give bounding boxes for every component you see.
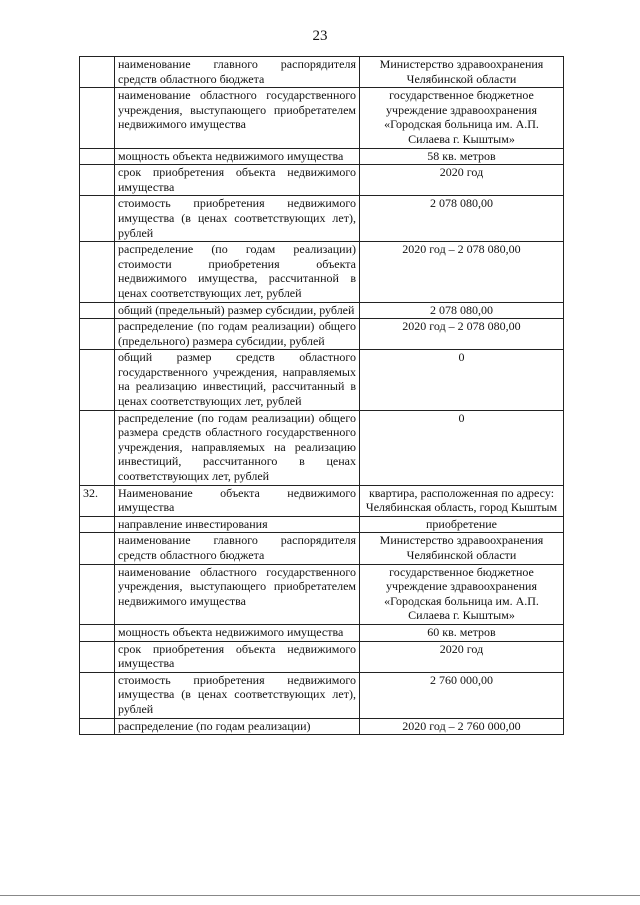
row-number-cell	[80, 516, 115, 533]
value-cell: 0	[360, 410, 564, 485]
value-cell: 2020 год – 2 078 080,00	[360, 242, 564, 302]
value-cell: 58 кв. метров	[360, 148, 564, 165]
value-cell: 2 078 080,00	[360, 196, 564, 242]
row-number-cell	[80, 319, 115, 350]
row-number-cell	[80, 165, 115, 196]
parameter-cell: срок приобретения объекта недвижимого имущества	[115, 165, 360, 196]
table-row	[80, 672, 564, 718]
table-row	[80, 533, 564, 564]
parameter-cell: направление инвестирования	[115, 516, 360, 533]
value-cell: приобретение	[360, 516, 564, 533]
row-number-cell	[80, 564, 115, 624]
row-number-cell	[80, 57, 115, 88]
value-cell: государственное бюджетное учреждение здравоохранения «Городская больница им. А.П. Силаева г. Кыштым»	[360, 564, 564, 624]
value-cell: Министерство здравоохранения Челябинской области	[360, 533, 564, 564]
row-number-cell	[80, 641, 115, 672]
parameter-cell: распределение (по годам реализации) общего размера средств областного государственного учреждения, направляемых на реализацию инвестиций, рассчитанного в ценах соответствующих лет, рублей	[115, 410, 360, 485]
row-number-cell	[80, 718, 115, 735]
parameter-cell: распределение (по годам реализации) общего (предельного) размера субсидии, рублей	[115, 319, 360, 350]
table-row	[80, 485, 564, 516]
value-cell: 2 078 080,00	[360, 302, 564, 319]
table-row	[80, 624, 564, 641]
parameter-cell: мощность объекта недвижимого имущества	[115, 148, 360, 165]
value-cell: 2020 год	[360, 165, 564, 196]
parameter-cell: наименование областного государственного учреждения, выступающего приобретателем недвижимого имущества	[115, 88, 360, 148]
row-number-cell	[80, 533, 115, 564]
table-row	[80, 516, 564, 533]
row-number-cell	[80, 88, 115, 148]
value-cell: Министерство здравоохранения Челябинской области	[360, 57, 564, 88]
table-body	[80, 57, 564, 735]
value-cell: квартира, расположенная по адресу: Челябинская область, город Кыштым	[360, 485, 564, 516]
value-cell: 2020 год	[360, 641, 564, 672]
value-cell: 2 760 000,00	[360, 672, 564, 718]
value-cell: государственное бюджетное учреждение здравоохранения «Городская больница им. А.П. Силаева г. Кыштым»	[360, 88, 564, 148]
parameter-cell: общий размер средств областного государственного учреждения, направляемых на реализацию инвестиций, рассчитанный в ценах соответствующих лет, рублей	[115, 350, 360, 410]
table-row	[80, 302, 564, 319]
parameter-cell: Наименование объекта недвижимого имущества	[115, 485, 360, 516]
table-row	[80, 148, 564, 165]
parameter-cell: распределение (по годам реализации) стоимости приобретения объекта недвижимого имущества, рассчитанной в ценах соответствующих лет, рублей	[115, 242, 360, 302]
parameter-cell: общий (предельный) размер субсидии, рублей	[115, 302, 360, 319]
row-number-cell	[80, 302, 115, 319]
table-row	[80, 242, 564, 302]
table-row	[80, 88, 564, 148]
table-row	[80, 57, 564, 88]
row-number-cell: 32.	[80, 485, 115, 516]
parameter-cell: стоимость приобретения недвижимого имущества (в ценах соответствующих лет), рублей	[115, 196, 360, 242]
page-number: 23	[312, 28, 328, 44]
investment-table	[79, 56, 564, 735]
table-row	[80, 196, 564, 242]
table-row	[80, 410, 564, 485]
value-cell: 2020 год – 2 078 080,00	[360, 319, 564, 350]
table-row	[80, 564, 564, 624]
parameter-cell: мощность объекта недвижимого имущества	[115, 624, 360, 641]
row-number-cell	[80, 196, 115, 242]
table-row	[80, 319, 564, 350]
parameter-cell: наименование главного распорядителя средств областного бюджета	[115, 533, 360, 564]
row-number-cell	[80, 148, 115, 165]
table-row	[80, 718, 564, 735]
parameter-cell: срок приобретения объекта недвижимого имущества	[115, 641, 360, 672]
row-number-cell	[80, 624, 115, 641]
table-row	[80, 165, 564, 196]
value-cell: 2020 год – 2 760 000,00	[360, 718, 564, 735]
parameter-cell: распределение (по годам реализации)	[115, 718, 360, 735]
parameter-cell: наименование областного государственного учреждения, выступающего приобретателем недвижимого имущества	[115, 564, 360, 624]
table-row	[80, 641, 564, 672]
parameter-cell: стоимость приобретения недвижимого имущества (в ценах соответствующих лет), рублей	[115, 672, 360, 718]
value-cell: 0	[360, 350, 564, 410]
parameter-cell: наименование главного распорядителя средств областного бюджета	[115, 57, 360, 88]
row-number-cell	[80, 350, 115, 410]
value-cell: 60 кв. метров	[360, 624, 564, 641]
row-number-cell	[80, 242, 115, 302]
row-number-cell	[80, 410, 115, 485]
row-number-cell	[80, 672, 115, 718]
table-row	[80, 350, 564, 410]
bottom-divider	[0, 895, 640, 896]
